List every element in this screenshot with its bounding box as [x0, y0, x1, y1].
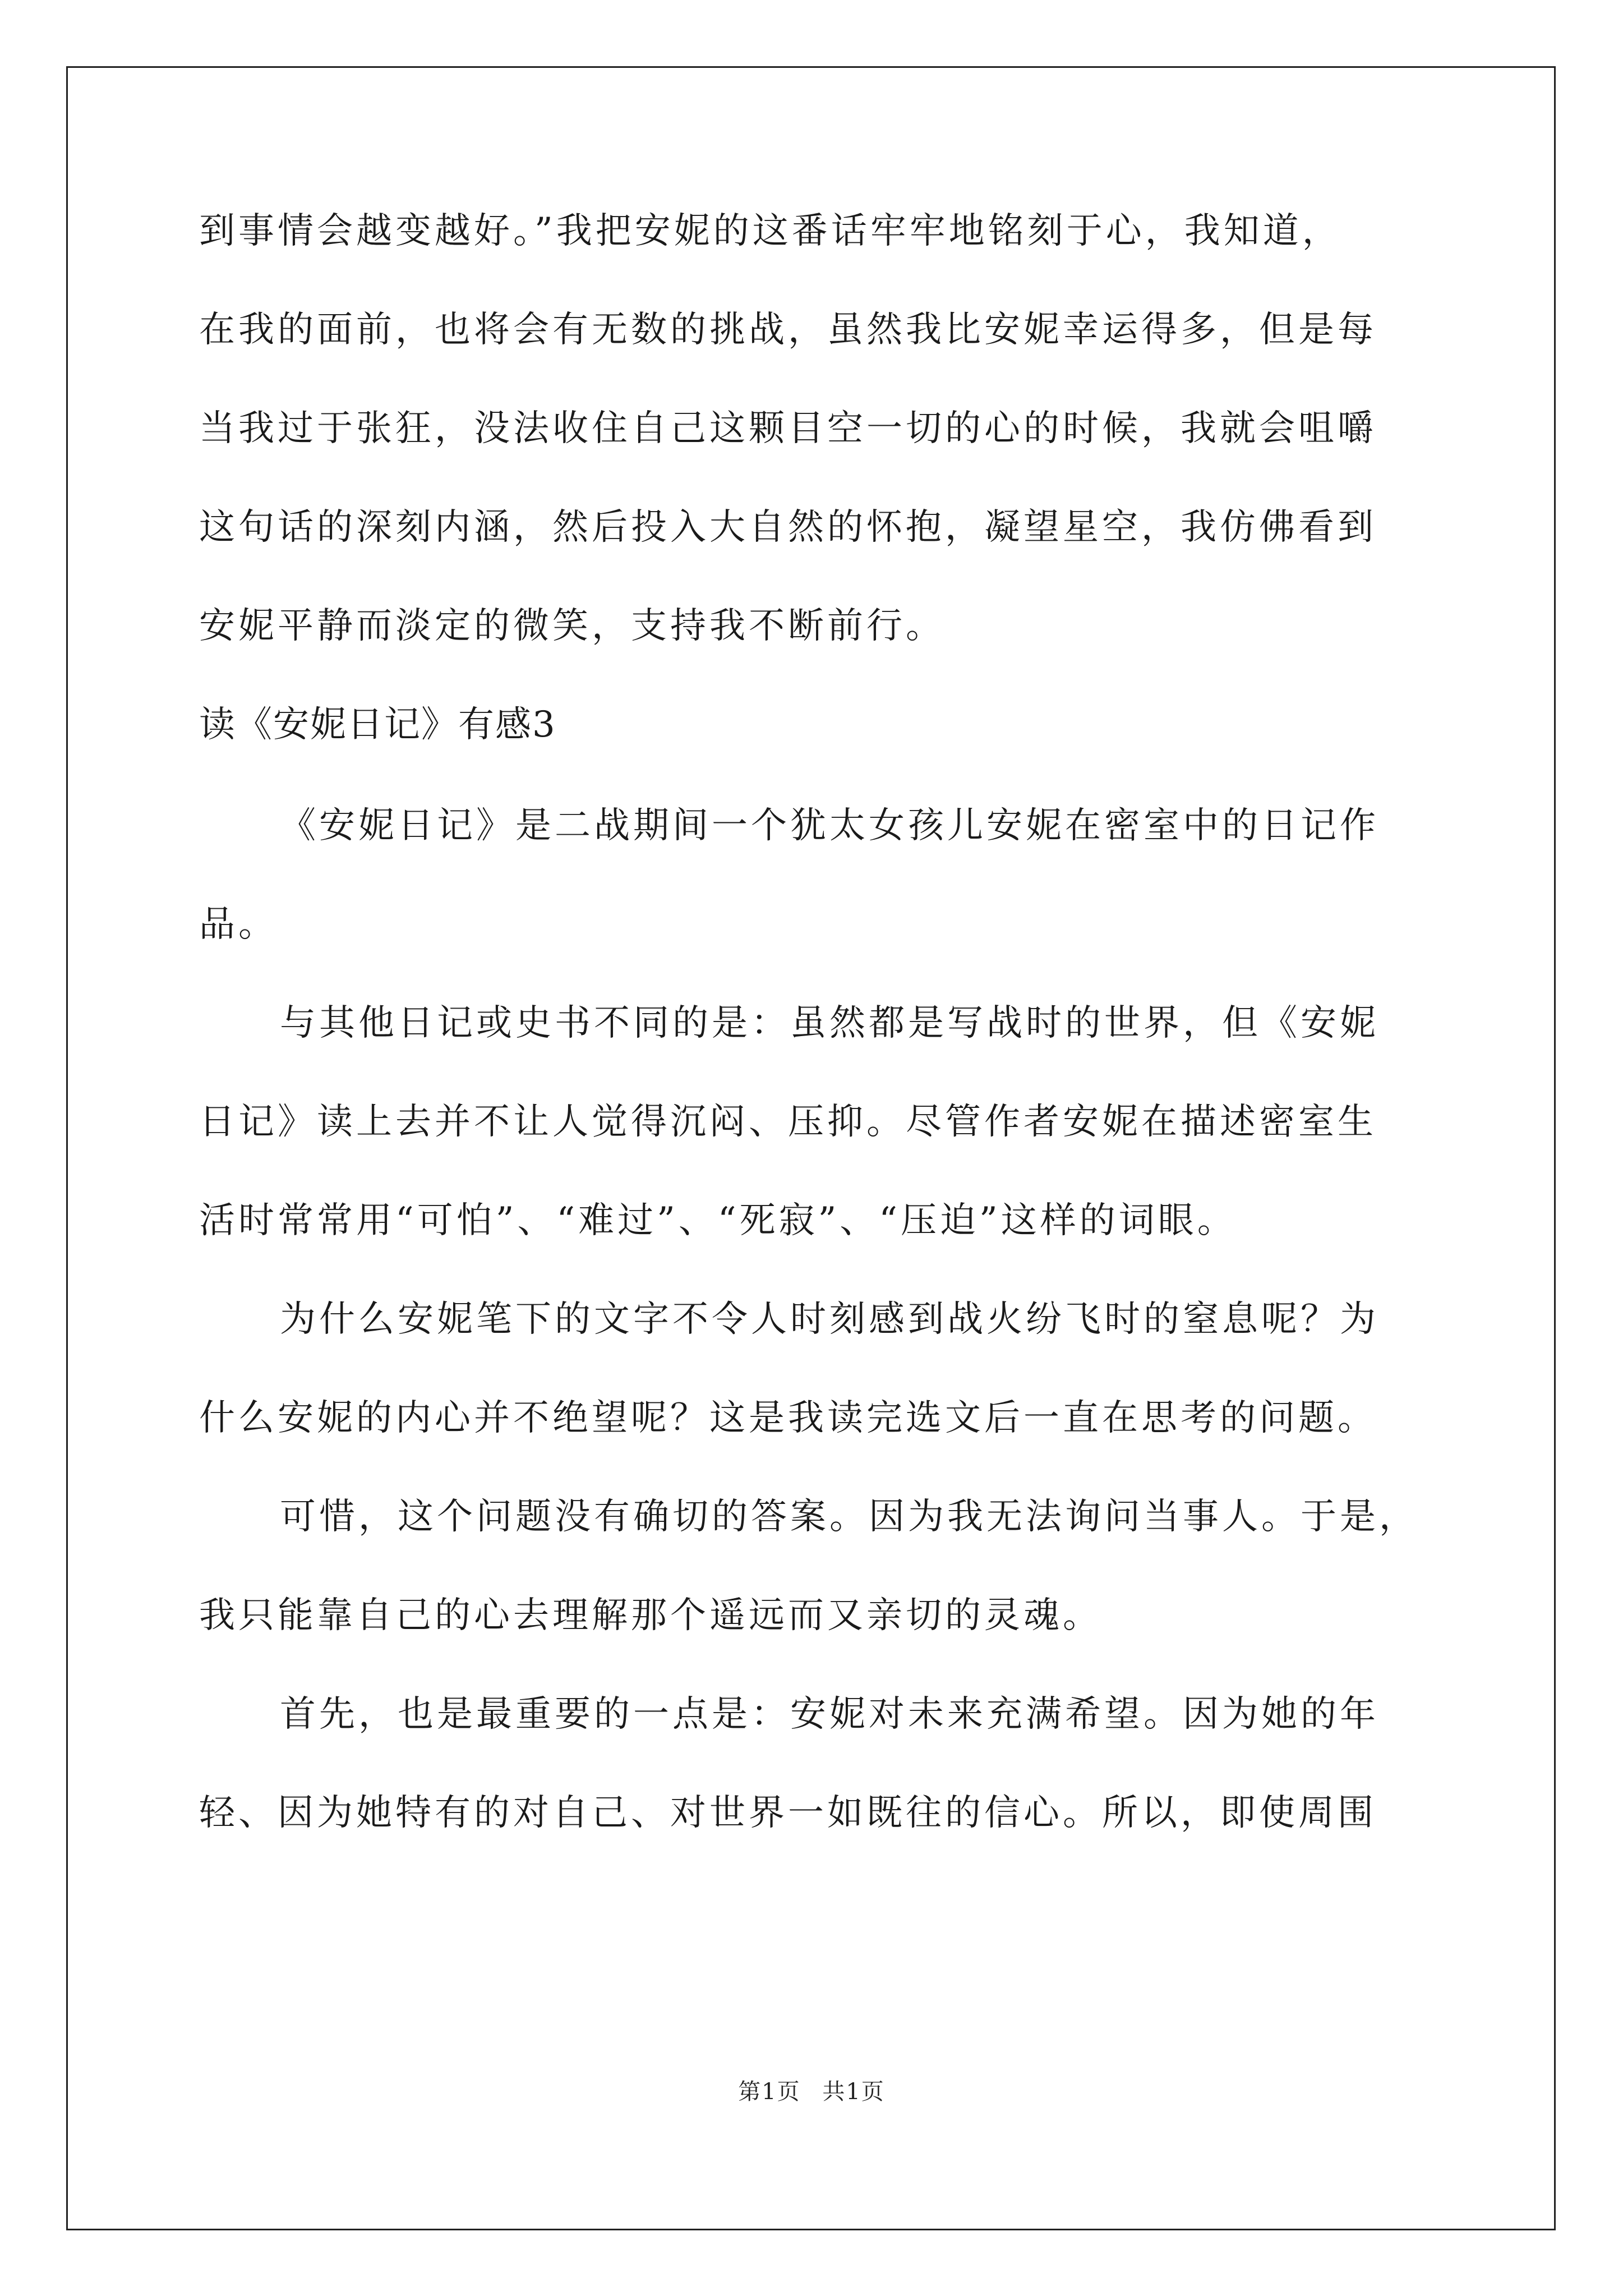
body-line-3: 当我过于张狂，没法收住自己这颗目空一切的心的时候，我就会咀嚼 — [199, 408, 1377, 449]
body-line-7: 《安妮日记》是二战期间一个犹太女孩儿安妮在密室中的日记作 — [280, 805, 1379, 846]
page-number-current: 第1页 — [738, 2079, 801, 2105]
body-line-1: 到事情会越变越好。”我把安妮的这番话牢牢地铭刻于心，我知道， — [199, 210, 1341, 252]
body-line-12: 为什么安妮笔下的文字不令人时刻感到战火纷飞时的窒息呢？为 — [280, 1299, 1379, 1340]
page-footer — [0, 2078, 1623, 2105]
body-line-11: 活时常常用“可怕”、“难过”、“死寂”、“压迫”这样的词眼。 — [199, 1200, 1237, 1241]
body-line-14: 可惜，这个问题没有确切的答案。因为我无法询问当事人。于是， — [280, 1496, 1418, 1538]
body-line-17: 轻、因为她特有的对自己、对世界一如既往的信心。所以，即使周围 — [199, 1792, 1377, 1834]
body-line-2: 在我的面前，也将会有无数的挑战，虽然我比安妮幸运得多，但是每 — [199, 309, 1377, 351]
section-heading: 读《安妮日记》有感3 — [199, 704, 556, 746]
body-line-8: 品。 — [199, 904, 278, 945]
page-number-total: 共1页 — [822, 2079, 885, 2105]
body-line-5: 安妮平静而淡定的微笑，支持我不断前行。 — [199, 605, 945, 647]
document-body — [199, 210, 1433, 1894]
body-line-9: 与其他日记或史书不同的是：虽然都是写战时的世界，但《安妮 — [280, 1002, 1379, 1044]
body-line-16: 首先，也是最重要的一点是：安妮对未来充满希望。因为她的年 — [280, 1694, 1379, 1735]
body-line-15: 我只能靠自己的心去理解那个遥远而又亲切的灵魂。 — [199, 1595, 1102, 1636]
body-line-13: 什么安妮的内心并不绝望呢？这是我读完选文后一直在思考的问题。 — [199, 1397, 1377, 1439]
body-line-4: 这句话的深刻内涵，然后投入大自然的怀抱，凝望星空，我仿佛看到 — [199, 507, 1377, 548]
body-line-10: 日记》读上去并不让人觉得沉闷、压抑。尽管作者安妮在描述密室生 — [199, 1101, 1377, 1143]
